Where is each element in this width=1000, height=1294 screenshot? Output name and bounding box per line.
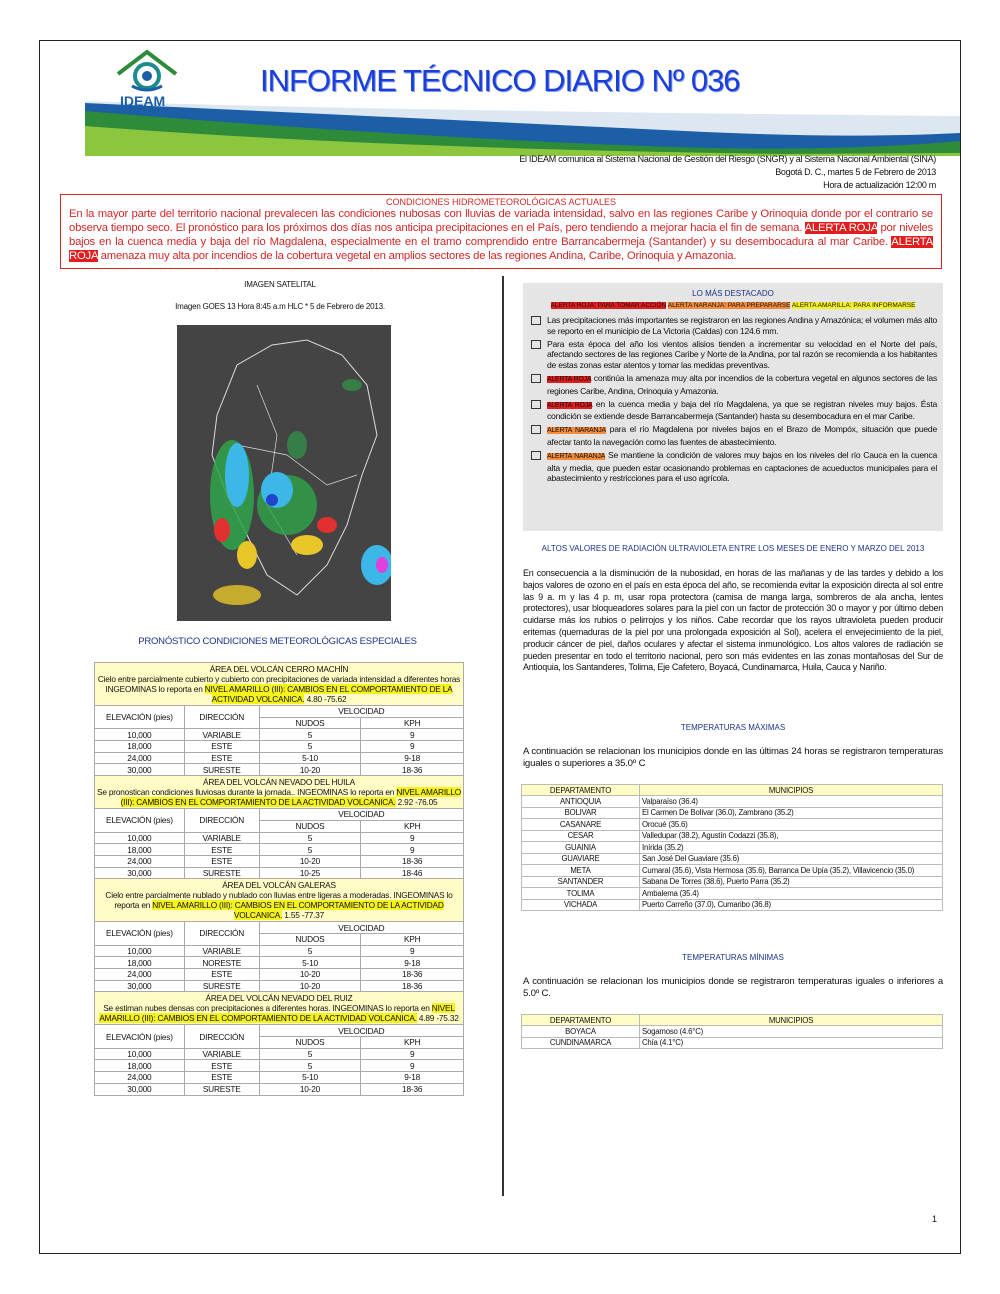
col-knots: NUDOS [259, 1037, 361, 1049]
cell-municipalities: Chía (4.1°C) [640, 1037, 943, 1049]
cell-municipalities: Ambalema (35.4) [640, 888, 943, 900]
table-header-row [95, 809, 464, 821]
col-knots: NUDOS [259, 820, 361, 832]
cell-knots: 10-20 [259, 855, 361, 867]
table-row [522, 819, 943, 831]
volcano-header-row [95, 879, 464, 922]
cell-knots: 5-10 [259, 957, 361, 969]
table-row [95, 832, 464, 844]
cell-elevation: 24,000 [95, 1072, 185, 1084]
satellite-caption: Imagen GOES 13 Hora 8:45 a.m HLC * 5 de Febrero de 2013. [175, 302, 385, 311]
highlight-item [529, 399, 937, 423]
col-direction: DIRECCIÓN [184, 706, 259, 729]
table-row [95, 945, 464, 957]
table-row [95, 729, 464, 741]
checkbox-icon [531, 340, 541, 349]
alert-badge: ALERTA ROJA [69, 236, 933, 262]
table-row [95, 844, 464, 856]
col-elevation: ELEVACIÓN (pies) [95, 922, 185, 945]
volcano-alert: NIVEL AMARILLO (III): CAMBIOS EN EL COMPORTAMIENTO DE LA ACTIVIDAD VOLCANICA. [204, 684, 453, 704]
table-row [522, 842, 943, 854]
cell-municipalities: Cumaral (35.6), Vista Hermosa (35.6), Barranca De Upía (35.2), Villavicencio (35.0) [640, 865, 943, 877]
table-header-row [95, 1025, 464, 1037]
table-row [95, 752, 464, 764]
cell-kph: 9 [361, 945, 464, 957]
table-row [522, 853, 943, 865]
cell-knots: 5 [259, 844, 361, 856]
cell-knots: 5 [259, 945, 361, 957]
cell-municipalities: Sogamoso (4.6°C) [640, 1026, 943, 1038]
col-velocity: VELOCIDAD [259, 1025, 463, 1037]
table-row [522, 888, 943, 900]
column-divider [502, 276, 504, 1196]
cell-kph: 9 [361, 832, 464, 844]
volcano-header [95, 776, 464, 809]
header-update-time: Hora de actualización 12:00 m [823, 180, 936, 190]
checkbox-icon [531, 374, 541, 383]
col-kph: KPH [361, 820, 464, 832]
cell-kph: 9 [361, 741, 464, 753]
cell-department: META [522, 865, 640, 877]
legend-yellow: ALERTA AMARILLA: PARA INFORMARSE [791, 302, 916, 309]
highlight-item [529, 373, 937, 397]
forecast-title: PRONÓSTICO CONDICIONES METEOROLÓGICAS ESPECIALES [138, 636, 417, 647]
cell-department: CESAR [522, 830, 640, 842]
highlights-title: LO MÁS DESTACADO [692, 289, 774, 298]
cell-elevation: 24,000 [95, 969, 185, 981]
cell-department: GUAINIA [522, 842, 640, 854]
cell-municipalities: Puerto Carreño (37.0), Cumaribo (36.8) [640, 899, 943, 911]
table-row [522, 807, 943, 819]
volcano-name: ÁREA DEL VOLCÁN NEVADO DEL HUILA [203, 777, 355, 788]
col-knots: NUDOS [259, 717, 361, 729]
cell-direction: VARIABLE [184, 729, 259, 741]
volcano-header [95, 992, 464, 1025]
col-velocity: VELOCIDAD [259, 922, 463, 934]
conditions-title: CONDICIONES HIDROMETEOROLÓGICAS ACTUALES [385, 197, 617, 207]
cell-knots: 10-20 [259, 1083, 361, 1095]
highlight-text [547, 339, 937, 371]
volcano-coords: 4.80 -75.62 [306, 694, 347, 704]
cell-kph: 18-36 [361, 764, 464, 776]
highlight-body: Para esta época del año los vientos alisios tienden a incrementar su velocidad en el Norte del país, afectando sectores de las regiones Caribe y Norte de la Andina, por tal razón se recomienda a los habitantes de estas zonas estar atentos y tomar las medidas preventivas. [547, 338, 937, 371]
col-direction: DIRECCIÓN [184, 1025, 259, 1048]
checkbox-icon [531, 425, 541, 434]
cell-kph: 18-36 [361, 969, 464, 981]
cell-knots: 5 [259, 741, 361, 753]
col-velocity: VELOCIDAD [259, 809, 463, 821]
cell-direction: ESTE [184, 1060, 259, 1072]
col-direction: DIRECCIÓN [184, 809, 259, 832]
col-direction: DIRECCIÓN [184, 922, 259, 945]
cell-kph: 9 [361, 729, 464, 741]
cell-elevation: 18,000 [95, 844, 185, 856]
cell-municipalities: Valledupar (38.2), Agustín Codazzi (35.8), [640, 830, 943, 842]
cell-elevation: 18,000 [95, 1060, 185, 1072]
highlight-body: para el río Magdalena por niveles bajos en el Brazo de Mompóx, situación que puede afectar tanto la navegación como las fuentes de abastecimiento. [547, 424, 937, 447]
cell-direction: ESTE [184, 741, 259, 753]
volcano-coords: 2.92 -76.05 [397, 797, 438, 808]
table-row [95, 1048, 464, 1060]
cell-knots: 10-20 [259, 969, 361, 981]
conditions-text [61, 207, 941, 263]
table-row [522, 1026, 943, 1038]
table-row [522, 899, 943, 911]
highlight-body: Las precipitaciones más importantes se registraron en las regiones Andina y Amazónica; el volumen más alto se reporto en el municipio de La Victoria (Caldas) con 124.6 mm. [547, 315, 937, 336]
cell-direction: SURESTE [184, 1083, 259, 1095]
conditions-box [60, 194, 942, 269]
alert-tag: ALERTA ROJA [547, 375, 592, 383]
cell-municipalities: San José Del Guaviare (35.6) [640, 853, 943, 865]
table-row [95, 969, 464, 981]
col-elevation: ELEVACIÓN (pies) [95, 1025, 185, 1048]
cell-direction: SURESTE [184, 867, 259, 879]
volcano-coords: 4.89 -75.32 [418, 1013, 459, 1024]
cell-direction: VARIABLE [184, 945, 259, 957]
table-row [522, 830, 943, 842]
tmax-col-mun: MUNICIPIOS [640, 785, 943, 796]
cell-elevation: 10,000 [95, 945, 185, 957]
cell-elevation: 10,000 [95, 729, 185, 741]
cell-elevation: 30,000 [95, 1083, 185, 1095]
checkbox-icon [531, 400, 541, 409]
tmin-text: A continuación se relacionan los municipios donde se registraron temperaturas iguales o inferiores a 5.0º C. [523, 976, 943, 999]
document-page [39, 40, 961, 1254]
cell-kph: 18-36 [361, 980, 464, 992]
volcano-header [95, 879, 464, 922]
volcano-desc: Cielo entre parcialmente cubierto y cubierto con precipitaciones de variada intensidad a diferentes horas INGEOMINAS lo reporta en [97, 674, 461, 694]
tmin-col-mun: MUNICIPIOS [640, 1015, 943, 1026]
cell-knots: 10-20 [259, 980, 361, 992]
legend-orange: ALERTA NARANJA: PARA PREPARARSE [667, 302, 791, 309]
volcano-desc-line [97, 890, 461, 920]
highlight-text [547, 424, 937, 448]
cell-elevation: 30,000 [95, 764, 185, 776]
volcano-header [95, 663, 464, 706]
highlight-item [529, 339, 937, 371]
cell-direction: ESTE [184, 855, 259, 867]
col-knots: NUDOS [259, 933, 361, 945]
cell-municipalities: Inírida (35.2) [640, 842, 943, 854]
cell-direction: SURESTE [184, 980, 259, 992]
cell-municipalities: Valparaíso (36.4) [640, 796, 943, 808]
cell-elevation: 24,000 [95, 752, 185, 764]
ideam-logo-icon [110, 46, 185, 96]
cell-direction: VARIABLE [184, 832, 259, 844]
checkbox-icon [531, 451, 541, 460]
volcano-desc-line [97, 1003, 461, 1023]
cell-knots: 10-25 [259, 867, 361, 879]
cell-knots: 5 [259, 1048, 361, 1060]
col-elevation: ELEVACIÓN (pies) [95, 809, 185, 832]
alert-tag: ALERTA NARANJA [547, 427, 606, 435]
page-title: INFORME TÉCNICO DIARIO Nº 036 [260, 63, 740, 98]
cell-elevation: 30,000 [95, 980, 185, 992]
volcano-name: ÁREA DEL VOLCÁN CERRO MACHÍN [209, 664, 349, 674]
table-header-row [95, 706, 464, 718]
volcano-name: ÁREA DEL VOLCÁN NEVADO DEL RUIZ [205, 993, 353, 1004]
satellite-image [177, 325, 391, 621]
highlight-body: en la cuenca media y baja del río Magdalena, ya que se registran niveles muy bajos. Ésta condición se extiende desde Barrancabermeja (Santander) hasta su desembocadura en el mar Caribe. [547, 398, 938, 422]
table-row [522, 865, 943, 877]
cell-municipalities: El Carmen De Bolívar (36.0), Zambrano (35.2) [640, 807, 943, 819]
volcano-alert: NIVEL AMARILLO (III): CAMBIOS EN EL COMPORTAMIENTO DE LA ACTIVIDAD VOLCANICA. [99, 1003, 455, 1024]
logo-text: IDEAM [120, 93, 166, 109]
cell-knots: 5 [259, 1060, 361, 1072]
volcano-desc-line [97, 674, 461, 704]
highlight-text [547, 399, 937, 423]
cell-elevation: 18,000 [95, 957, 185, 969]
cell-direction: ESTE [184, 1072, 259, 1084]
tmin-title: TEMPERATURAS MÍNIMAS [682, 953, 784, 962]
table-row [95, 867, 464, 879]
highlight-item [529, 450, 937, 484]
tmax-table [521, 784, 943, 911]
tmax-text: A continuación se relacionan los municipios donde en las últimas 24 horas se registraron temperaturas iguales o superiores a 35.0º C [523, 746, 943, 769]
highlight-body: continúa la amenaza muy alta por incendios de la cobertura vegetal en algunos sectores de las regiones Caribe, Andina, Orinoquia y Amazonia. [547, 372, 938, 396]
alert-legend [529, 302, 937, 309]
cell-elevation: 10,000 [95, 1048, 185, 1060]
cell-kph: 18-36 [361, 855, 464, 867]
tmax-col-dep: DEPARTAMENTO [522, 785, 640, 796]
cell-department: VICHADA [522, 899, 640, 911]
col-kph: KPH [361, 933, 464, 945]
table-row [95, 1083, 464, 1095]
cell-elevation: 18,000 [95, 741, 185, 753]
cell-knots: 10-20 [259, 764, 361, 776]
cell-elevation: 24,000 [95, 855, 185, 867]
table-row [522, 1037, 943, 1049]
cell-kph: 9 [361, 1048, 464, 1060]
col-velocity: VELOCIDAD [259, 706, 463, 718]
cell-knots: 5 [259, 832, 361, 844]
volcano-name: ÁREA DEL VOLCÁN GALERAS [222, 880, 336, 891]
header-date: Bogotá D. C., martes 5 de Febrero de 2013 [775, 167, 936, 177]
table-row [522, 876, 943, 888]
legend-red: ALERTA ROJA: PARA TOMAR ACCIÓN [550, 302, 667, 309]
volcano-alert: NIVEL AMARILLO (III): CAMBIOS EN EL COMPORTAMIENTO DE LA ACTIVIDAD VOLCANICA. [152, 900, 444, 921]
table-row [95, 741, 464, 753]
cell-department: BOLIVAR [522, 807, 640, 819]
cell-knots: 5 [259, 729, 361, 741]
tmax-title: TEMPERATURAS MÁXIMAS [680, 723, 786, 732]
conditions-p3: amenaza muy alta por incendios de la cobertura vegetal en amplios sectores de las regiones Andina, Caribe, Orinoquia y Amazonia. [100, 250, 737, 262]
cell-direction: VARIABLE [184, 1048, 259, 1060]
table-row [95, 855, 464, 867]
header-line-1: El IDEAM comunica al Sistema Nacional de Gestión del Riesgo (SNGR) y al Sistema Nacional Ambiental (SINA) [519, 154, 936, 164]
table-row [95, 957, 464, 969]
cell-kph: 9 [361, 844, 464, 856]
cell-department: SANTANDER [522, 876, 640, 888]
highlights-list [529, 315, 937, 484]
volcano-header-row [95, 776, 464, 809]
volcano-alert: NIVEL AMARILLO (III): CAMBIOS EN EL COMPORTAMIENTO DE LA ACTIVIDAD VOLCANICA. [120, 787, 462, 808]
uv-title: ALTOS VALORES DE RADIACIÓN ULTRAVIOLETA ENTRE LOS MESES DE ENERO Y MARZO DEL 2013 [541, 544, 925, 553]
uv-text: En consecuencia a la disminución de la nubosidad, en horas de las mañanas y de las tardes y debido a los bajos valores de ozono en el país en esta época del año, se recomienda evitar la exposición directa al sol entre las 9 a. m y las 4 p. m, usar ropa protectora (camisa de manga larga, sombreros de ala ancha, lentes protectores), usar bloqueadores solares para la piel con un factor de protección 30 o mayor y por último deben cuidarse más los rubios o pelirrojos y los niños. Cabe recordar que los rayos ultravioleta pueden producir eritemas (quemaduras de la piel por una prolongada exposición al Sol), acelera el envejecimiento de la piel, producir cáncer de piel, daños oculares y afectar el sistema inmunológico. Los altos valores de radiación se pueden presentar en todo el territorio nacional, pero son más evidentes en las zonas montañosas del Sur de Antioquia, los Santanderes, Tolima, Eje Cafetero, Boyacá, Cundinamarca, Huila, Cauca y Nariño. [523, 568, 943, 673]
checkbox-icon [531, 316, 541, 325]
col-kph: KPH [361, 717, 464, 729]
satellite-title: IMAGEN SATELITAL [244, 280, 316, 289]
cell-kph: 9-18 [361, 1072, 464, 1084]
highlight-body: Se mantiene la condición de valores muy bajos en los niveles del río Cauca en la cuenca alta y media, que pueden estar ocasionando problemas en captaciones de acueductos municipales para el abastecimiento y restricciones para el uso agrícola. [547, 449, 938, 484]
cell-direction: ESTE [184, 844, 259, 856]
volcano-desc: Se pronostican condiciones lluviosas durante la jornada.. INGEOMINAS lo reporta en [97, 787, 395, 798]
highlight-item [529, 424, 937, 448]
conditions-p2: por niveles bajos en la cuenca media y baja del río Magdalena, especialmente en el tramo comprendido entre Barrancabermeja (Santander) y su desembocadura al mar Caribe. [69, 222, 933, 248]
volcano-desc: Cielo entre parcialmente nublado y nublado con lluvias entre ligeras a moderadas. INGEOMINAS lo reporta en [105, 890, 453, 911]
cell-department: TOLIMA [522, 888, 640, 900]
alert-badge: ALERTA ROJA [804, 222, 878, 234]
highlight-item [529, 315, 937, 337]
cell-elevation: 10,000 [95, 832, 185, 844]
col-kph: KPH [361, 1037, 464, 1049]
volcano-desc: Se estiman nubes densas con precipitaciones a diferentes horas. INGEOMINAS lo reporta en [103, 1003, 430, 1014]
page-number: 1 [932, 1214, 938, 1224]
cell-direction: NORESTE [184, 957, 259, 969]
cell-kph: 18-46 [361, 867, 464, 879]
cell-elevation: 30,000 [95, 867, 185, 879]
tmin-col-dep: DEPARTAMENTO [522, 1015, 640, 1026]
table-row [95, 1072, 464, 1084]
cell-direction: ESTE [184, 969, 259, 981]
col-elevation: ELEVACIÓN (pies) [95, 706, 185, 729]
cell-municipalities: Orocué (35.6) [640, 819, 943, 831]
cell-kph: 9 [361, 1060, 464, 1072]
highlight-text [547, 373, 937, 397]
cell-kph: 9-18 [361, 752, 464, 764]
cell-direction: ESTE [184, 752, 259, 764]
volcano-coords: 1.55 -77.37 [284, 910, 325, 921]
highlight-text [547, 450, 937, 484]
cell-department: BOYACA [522, 1026, 640, 1038]
cell-department: CASANARE [522, 819, 640, 831]
cell-kph: 9-18 [361, 957, 464, 969]
table-row [522, 796, 943, 808]
volcano-forecast-table [94, 662, 464, 1096]
cell-department: ANTIOQUIA [522, 796, 640, 808]
volcano-desc-line [97, 787, 461, 807]
table-header-row [95, 922, 464, 934]
cell-direction: SURESTE [184, 764, 259, 776]
highlight-text [547, 315, 937, 337]
conditions-p1: En la mayor parte del territorio nacional prevalecen las condiciones nubosas con lluvias de variada intensidad, salvo en las regiones Caribe y Orinoquia donde por el contrario se observa tiempo seco. El pronóstico para los próximos dos días nos anticipa precipitaciones en el País, pero tendiendo a mejorar hacia el fin de semana. [69, 208, 933, 234]
alert-tag: ALERTA ROJA [547, 401, 593, 409]
cell-knots: 5-10 [259, 1072, 361, 1084]
cell-department: CUNDINAMARCA [522, 1037, 640, 1049]
table-row [95, 1060, 464, 1072]
alert-tag: ALERTA NARANJA [547, 452, 606, 460]
cell-knots: 5-10 [259, 752, 361, 764]
volcano-header-row [95, 992, 464, 1025]
tmin-table [521, 1014, 943, 1049]
cell-kph: 18-36 [361, 1083, 464, 1095]
highlights-box [523, 283, 943, 531]
table-row [95, 980, 464, 992]
cell-department: GUAVIARE [522, 853, 640, 865]
table-row [95, 764, 464, 776]
cell-municipalities: Sabana De Torres (38.6), Puerto Parra (35.2) [640, 876, 943, 888]
volcano-header-row [95, 663, 464, 706]
